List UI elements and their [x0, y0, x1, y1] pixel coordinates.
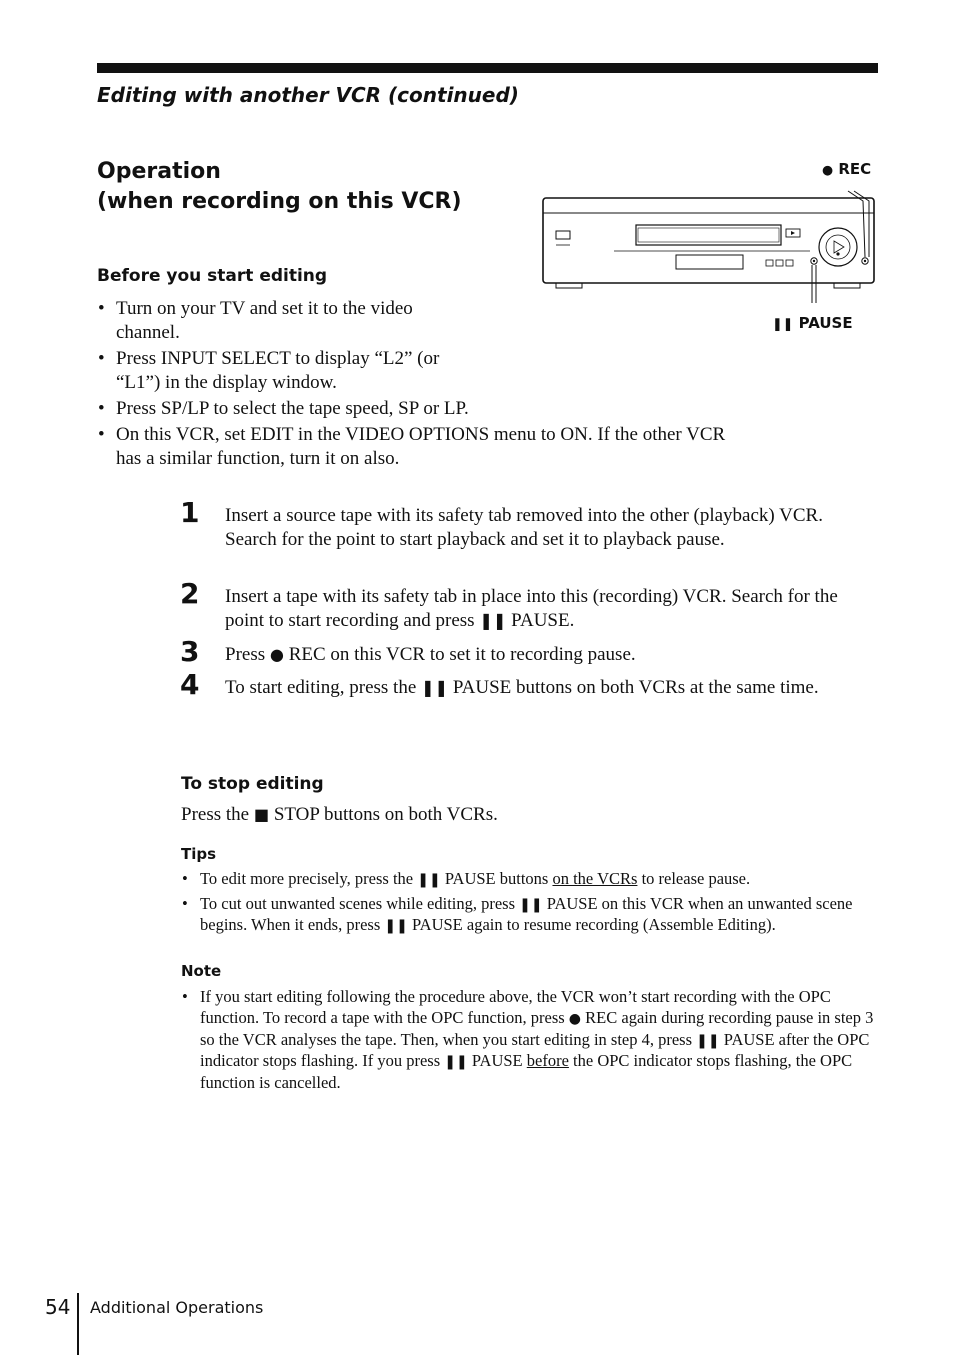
tip-text: To edit more precisely, press the: [200, 869, 414, 888]
pause-icon: ❚❚: [519, 896, 543, 913]
step-text: [225, 585, 875, 633]
list-item: • Turn on your TV and set it to the video channel.: [97, 297, 446, 345]
note-list: [181, 987, 876, 1094]
step-text-part: REC on this VCR to set it to recording pause.: [288, 644, 636, 665]
page-header: Editing with another VCR (continued): [97, 83, 519, 107]
step-number: 2: [180, 577, 200, 610]
list-item: [181, 894, 876, 937]
note-emphasis: before: [526, 1051, 569, 1071]
tips-list: [181, 869, 876, 940]
tip-text: PAUSE on this VCR when an unwanted scene begins. When it ends, press: [200, 893, 853, 934]
step-text: Insert a source tape with its safety tab removed into the other (playback) VCR. Search for the point to start playback and set it to playback pause.: [225, 505, 823, 550]
rec-callout: [822, 160, 871, 178]
tip-text: to release pause.: [641, 869, 751, 888]
rec-callout-text: REC: [838, 160, 872, 178]
step-text: [225, 643, 875, 667]
list-item: • On this VCR, set EDIT in the VIDEO OPTIONS menu to ON. If the other VCR has a similar function, turn it on also.: [97, 423, 746, 471]
step-text-part: PAUSE buttons on both VCRs at the same time.: [452, 677, 819, 698]
list-item: • Press SP/LP to select the tape speed, SP or LP.: [97, 397, 676, 421]
pause-icon: ❚❚: [417, 872, 441, 888]
step-number: 4: [180, 668, 200, 701]
step-number: 3: [180, 635, 200, 668]
pause-icon: ❚❚: [479, 611, 507, 630]
tip-text: PAUSE buttons: [444, 869, 549, 888]
before-list: [97, 297, 746, 473]
step-number: 1: [180, 496, 200, 529]
stop-text-part: Press the: [181, 804, 250, 825]
stop-text: [181, 804, 498, 826]
step-text-part: To start editing, press the: [225, 677, 417, 698]
footer-rule: [77, 1293, 79, 1355]
section-title-line1: Operation: [97, 159, 221, 184]
top-rule: [97, 63, 878, 73]
list-item: [181, 869, 876, 891]
pause-icon: ❚❚: [384, 918, 408, 934]
stop-icon: ■: [253, 805, 270, 824]
page-number: 54: [45, 1295, 71, 1319]
stop-title: To stop editing: [181, 774, 324, 794]
record-icon: ●: [269, 645, 284, 664]
pause-icon: ❚❚: [772, 317, 794, 332]
vcr-illustration: [538, 155, 883, 310]
list-item: • Press INPUT SELECT to display “L2” (or “L1”) in the display window.: [97, 347, 476, 395]
step-text-part: Insert a tape with its safety tab in place into this (recording) VCR. Search for the point to start recording and press: [225, 586, 838, 631]
note-text: PAUSE: [471, 1051, 523, 1071]
tip-emphasis: on the VCRs: [552, 869, 638, 888]
note-title: Note: [181, 962, 222, 980]
pause-icon: ❚❚: [696, 1032, 720, 1049]
list-item: [181, 987, 876, 1094]
note-text: If you start editing following the procedure above, the VCR won’t start recording with the OPC function. To record a tape with the OPC function, press: [200, 987, 831, 1027]
pause-callout: [772, 314, 853, 332]
step-text-part: Press: [225, 644, 266, 665]
before-title: Before you start editing: [97, 266, 328, 286]
note-text: PAUSE after the OPC indicator stops flashing. If you press: [200, 1029, 870, 1071]
section-title: [97, 157, 462, 217]
tips-title: Tips: [181, 845, 217, 863]
step-text-part: PAUSE.: [511, 610, 575, 631]
note-text: REC again during recording pause in step 3 so the VCR analyses the tape. Then, when you start editing in step 4, press: [200, 1007, 874, 1049]
record-icon: ●: [568, 1010, 582, 1027]
record-icon: ●: [822, 163, 834, 178]
pause-icon: ❚❚: [421, 678, 449, 697]
stop-text-part: STOP buttons on both VCRs.: [273, 804, 498, 825]
tip-text: PAUSE again to resume recording (Assemble Editing).: [412, 915, 776, 934]
pause-callout-text: PAUSE: [798, 314, 853, 332]
footer-section: Additional Operations: [90, 1298, 264, 1317]
tip-text: To cut out unwanted scenes while editing, press: [200, 893, 516, 913]
pause-icon: ❚❚: [444, 1054, 468, 1071]
step-text: [225, 676, 875, 700]
note-text: the OPC indicator stops flashing, the OPC function is cancelled.: [200, 1051, 853, 1093]
section-title-line2: (when recording on this VCR): [97, 189, 462, 214]
